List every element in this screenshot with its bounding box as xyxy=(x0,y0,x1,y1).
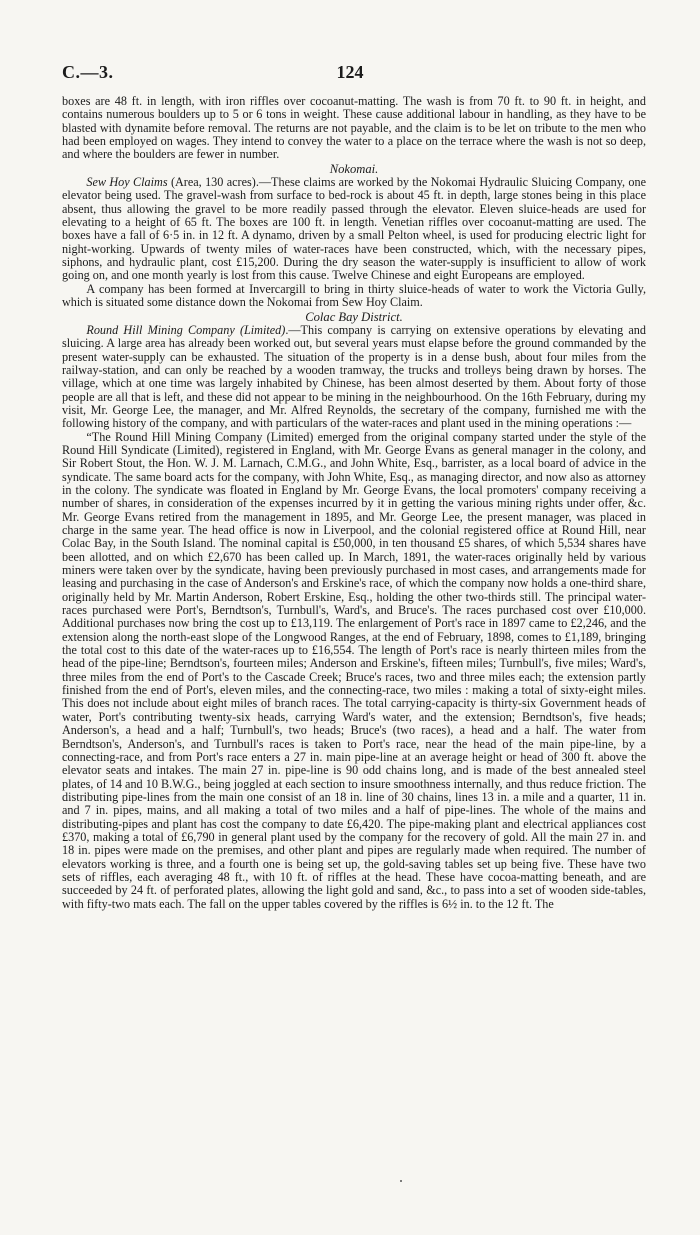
paragraph-invercargill: A company has been formed at Invercargill to bring in thirty sluice-heads of water to work the Victoria Gully, which is situated some distance down the Nokomai from Sew Hoy Claim. xyxy=(62,281,646,310)
company-description: .—This company is carrying on extensive operations by elevating and sluicing. A large area has already been worked out, but several years must elapse before the ground commanded by the present water-supply can be exhausted. The situation of the property is in a dense bush, about four miles from the railway-station, and can only be reached by a wooden tramway, the trucks and trolleys being drawn by horses. The village, which at one time was largely inhabited by Chinese, has been almost deserted by them. About forty of those people are all that is left, and these did not appear to be mining in the neighbourhood. On the 16th February, during my visit, Mr. George Lee, the manager, and Mr. Alfred Reynolds, the secretary of the company, furnished me with the following history of the company, and with particulars of the water-races and plant used in the mining operations :— xyxy=(62,322,646,431)
paragraph-continuation: boxes are 48 ft. in length, with iron riffles over cocoanut-matting. The wash is from 70 ft. to 90 ft. in height, and contains numerous boulders up to 5 or 6 tons in weight. These cause additional labour in handling, as they have to be blasted with dynamite before removal. The returns are not payable, and the claim is to be let on tribute to the men who had been employed on wages. They intend to convey the water to a place on the terrace where the wash is not so deep, and where the boulders are fewer in number. xyxy=(62,94,646,162)
page-number: 124 xyxy=(336,62,364,82)
claim-title: Sew Hoy Claims xyxy=(86,175,168,190)
report-code: C.—3. xyxy=(62,62,114,82)
paragraph-round-hill xyxy=(62,324,646,431)
paragraph-sew-hoy xyxy=(62,176,646,283)
company-title: Round Hill Mining Company (Limited) xyxy=(86,322,286,337)
claim-description: (Area, 130 acres).—These claims are worked by the Nokomai Hydraulic Sluicing Company, one elevator being used. The gravel-wash from surface to bed-rock is about 45 ft. in depth, large stones being in this place absent, thus allowing the gravel to be more readily passed through the elevator. Eleven sluice-heads are used for elevating to a height of 65 ft. The boxes are 100 ft. in length. Venetian riffles over cocoanut-matting are used. The boxes have a fall of 6·5 in. in 12 ft. A dynamo, driven by a small Pelton wheel, is used for producing electric light for night-working. Upwards of twenty miles of water-races have been constructed, which, with the necessary pipes, siphons, and hydraulic plant, cost £15,200. During the dry season the water-supply is insufficient to allow of work going on, and one month yearly is lost from this cause. Twelve Chinese and eight Europeans are employed. xyxy=(62,175,646,283)
section-heading-colac-bay: Colac Bay District. xyxy=(305,309,403,324)
print-speck xyxy=(400,1180,402,1182)
page-body xyxy=(62,95,646,911)
section-heading-nokomai: Nokomai. xyxy=(329,161,379,176)
paragraph-company-history: “The Round Hill Mining Company (Limited) emerged from the original company started under the style of the Round Hill Syndicate (Limited), registered in England, with Mr. George Evans as general manager in the colony, and Sir Robert Stout, the Hon. W. J. M. Larnach, C.M.G., and John White, Esq., barrister, as a local board of advice in the syndicate. The same board acts for the company, with John White, Esq., as managing director, and now also as attorney in the colony. The syndicate was floated in England by Mr. George Evans, the local promoters' company receiving a number of shares, in consideration of the expenses incurred by it in getting the various mining rights under offer, &c. Mr. George Evans retired from the management in 1895, and Mr. George Lee, the present manager, was placed in charge in the same year. The head office is now in Liverpool, and the colonial registered office at Round Hill, near Colac Bay, in the South Island. The nominal capital is £50,000, in ten thousand £5 shares, of which 5,534 shares have been allotted, and on which £2,670 has been called up. In March, 1891, the water-races originally held by various miners were taken over by the syndicate, having been previously purchased in most cases, and arrangements made for leasing and purchasing in the case of Anderson's and Erskine's race, of which the company now holds a one-third share, originally held by Mr. Martin Anderson, Robert Erskine, Esq., holding the other two-thirds still. The principal water-races purchased were Port's, Berndtson's, Turnbull's, Ward's, and Bruce's. The races purchased cost over £10,000. Additional purchases now bring the cost up to £13,119. The enlargement of Port's race in 1897 came to £2,246, and the extension along the north-east slope of the Longwood Ranges, at the end of February, 1898, comes to £1,189, bringing the total cost to this date of the water-races up to £16,554. The length of Port's race is nearly thirteen miles from the head of the pipe-line; Berndtson's, fourteen miles; Anderson and Erskine's, fifteen miles; Turnbull's, five miles; Ward's, three miles from the end of Port's to the Cascade Creek; Bruce's races, two and three miles each; the extension partly finished from the end of Port's, eleven miles, and the connecting-race, two miles : making a total of sixty-eight miles. This does not include about eight miles of branch races. The total carrying-capacity is thirty-six Government heads of water, Port's contributing twenty-six heads, carrying Ward's water, and the extension; Berndtson's, five heads; Anderson's, a head and a half; Turnbull's, two heads; Bruce's (two races), a head and a half. The water from Berndtson's, Anderson's, and Turnbull's races is taken to Port's race, near the head of the main pipe-line, by a connecting-race, and from Port's race enters a 27 in. main pipe-line at an average height or head of 300 ft. above the elevator seats and intakes. The main 27 in. pipe-line is 90 odd chains long, and is made of the best annealed steel plates, of 14 and 10 B.W.G., being joggled at each section to insure smoothness internally, and thus reduce friction. The distributing pipe-lines from the main one consist of an 18 in. line of 30 chains, lines 13 in. a mile and a quarter, 11 in. and 7 in. pipes, mains, and all making a total of two miles and a half of pipe-lines. The whole of the mains and distributing-pipes and plant has cost the company to date £6,420. The pipe-making plant and electrical appliances cost £370, making a total of £6,790 in general plant used by the company for the recovery of gold. All the main 27 in. and 18 in. pipes were made on the premises, and other plant and pipes are regularly made when required. The number of elevators working is three, and a fourth one is being set up, the gold-saving tables set up being five. These have two sets of riffles, each averaging 48 ft., with 10 ft. of riffles at the head. These have cocoa-matting beneath, and are succeeded by 24 ft. of perforated plates, allowing the light gold and sand, &c., to pass into a set of wooden side-tables, with fifty-two mats each. The fall on the upper tables covered by the riffles is 6½ in. to the 12 ft. The xyxy=(62,429,646,911)
